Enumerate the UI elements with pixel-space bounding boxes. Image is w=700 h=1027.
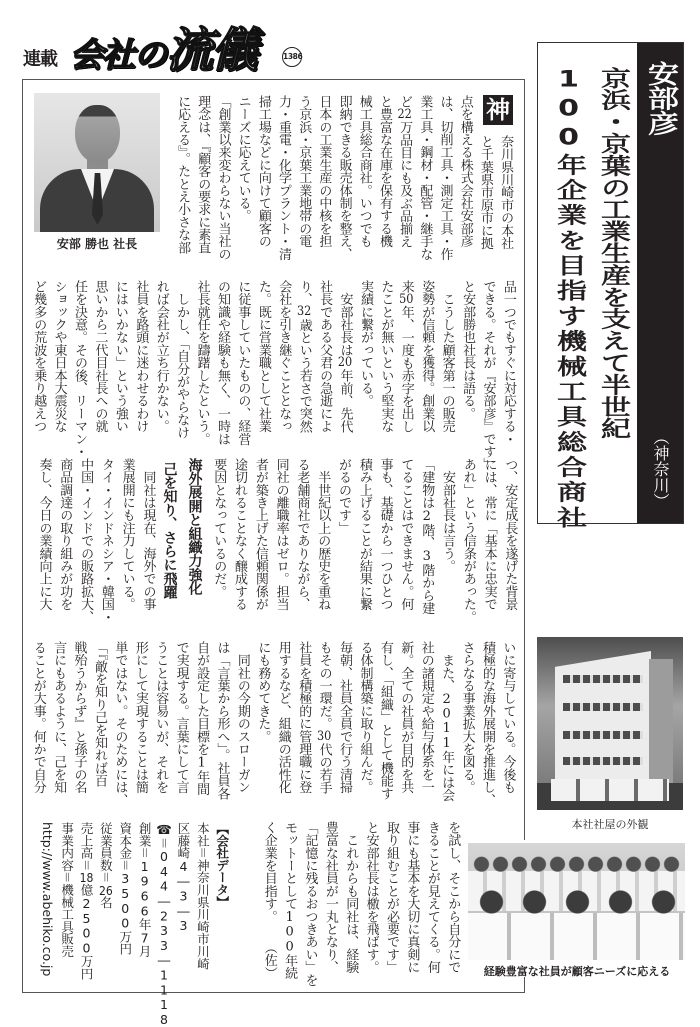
article-column: の知識や経験も無く、一時は [215, 280, 230, 446]
company-address-line-1: 本社＝神奈川県川崎市川崎 [195, 822, 211, 970]
article-column: 積み上げることが結果に繋 [356, 458, 372, 611]
article-column: た。既に営業職として社業 [255, 280, 271, 433]
article-column: つ、安定成長を遂げた背景 [502, 458, 518, 611]
article-column: 同社の離職率はゼロ。担当 [273, 458, 289, 611]
article-block-4 [27, 641, 517, 807]
article-block-3 [33, 458, 520, 624]
article-column: 任を決意。その後、リーマン・ [72, 280, 88, 458]
article-column: 積極的な海外展開を推進し、 [479, 641, 495, 807]
company-address-line-2: 区藤崎4―3―3 [175, 822, 191, 933]
article-column: と千葉県市原市に拠 [477, 135, 493, 250]
article-column: る老舗商社でありながら、 [294, 458, 310, 611]
article-column: 社員を路頭に迷わせるわけ [133, 280, 149, 433]
company-data [38, 822, 232, 1027]
article-column: 来50年、一度も赤字を出し [398, 280, 414, 433]
headline-main: 京浜・京葉の工業生産を支えて半世紀 [595, 67, 630, 440]
article-column: しかし、「自分がやらなけ [174, 280, 190, 439]
article-column: 同社は現在、海外での事 [140, 458, 156, 611]
article-column: これからも同社は、経験 [343, 821, 359, 974]
article-column [258, 821, 278, 979]
article-column: 自が設定した目標を1年間 [194, 641, 210, 796]
article-column: と安部社長は檄を飛ばす。 [363, 821, 379, 974]
article-column: 社長就任を躊躇したという。 [194, 280, 210, 446]
article-column: もその一環だ。30代の若手 [316, 641, 332, 794]
article-column: 商品調達の取り組みが功を [57, 458, 73, 611]
article-column: 有し、「組織」として機能す [377, 641, 393, 800]
series-title-part-2: 流儀 [166, 23, 256, 78]
building-window-row [563, 757, 643, 765]
article-column: 毎朝、社員全員で行う清掃 [337, 641, 353, 794]
article-column: ど幾多の荒波を乗り越えつ [31, 280, 47, 433]
article-column: また、2011年には会 [439, 641, 455, 802]
article-column: 姿勢が信頼を獲得。創業以 [419, 280, 435, 433]
series-title-part-1: 会社の [70, 35, 166, 74]
article-column: 取り組むことが必要です」 [384, 821, 400, 974]
building-photo [537, 637, 683, 810]
article-column: 力・重電・化学プラント・清 [276, 95, 292, 261]
article-column: ど22万品目にも及ぶ品揃え [397, 95, 413, 248]
article-column: 即納できる販売体制を整え、 [336, 95, 352, 261]
article-column: さらなる事業拡大を図る。 [459, 641, 475, 794]
article-column: 社員を積極的に管理職に登 [296, 641, 312, 794]
article-column: に応える』。たとえ小さな部 [175, 95, 191, 254]
staff-back-row-heads [472, 851, 682, 875]
company-data-heading: 【会社データ】 [214, 822, 230, 909]
article-block-2 [28, 280, 518, 471]
staff-front-row-bodies [468, 913, 685, 960]
article-column: 実績に繋がっている。 [357, 280, 373, 408]
phone-icon: ☎ [156, 822, 172, 837]
subheading-line-1: 海外展開と組織力強化 [186, 458, 203, 596]
article-column: 形にして実現することは簡 [132, 641, 148, 794]
article-column: うことは容易いが、それを [153, 641, 169, 794]
article-column: う京浜・京葉工業地帯の電 [296, 95, 312, 248]
article-column: にはいかない」という強い [112, 280, 128, 433]
article-column: 奏し、今日の業績向上に大 [36, 458, 52, 611]
article-column: 事にも基本を大切に真剣に [404, 821, 420, 974]
article-block-1 [172, 95, 515, 261]
article-column: 事も、基礎から一つひとつ [377, 458, 393, 611]
article-column: 途切れることなく醸成する [232, 458, 248, 611]
article-column: と豊富な在庫を保有する機 [376, 95, 392, 248]
president-photo [34, 93, 160, 232]
article-column: は「言葉から形へ」。社員各 [214, 641, 230, 800]
article-column: 安部社長は言う。 [440, 458, 456, 573]
subheading-line-2: 己を知り、さらに飛躍 [161, 462, 178, 600]
article-column: 同社の今期のスローガン [234, 641, 250, 794]
article-block-5 [258, 821, 462, 987]
title-box [537, 42, 684, 532]
article-column: 理念は、『顧客の要求に素直 [195, 95, 211, 254]
article-column: 会社を引き継ぐこととなっ [276, 280, 292, 433]
article-column: 日本の工業生産の中核を担 [316, 95, 332, 248]
article-column: 豊富な社員が一丸となり、 [322, 821, 338, 974]
article-column: に従事していたものの、経営 [235, 280, 251, 446]
company-phone [154, 822, 173, 1027]
article-column: 用するなど、組織の活性化 [275, 641, 291, 794]
article-text: く企業を目指す。 [261, 821, 277, 923]
building-side-shape [649, 659, 673, 783]
region-label: （神奈川） [651, 429, 670, 509]
article-column: きることが見えてくる。何 [424, 821, 440, 974]
company-name-band [637, 43, 683, 523]
staff-front-row-heads [470, 887, 684, 917]
article-column: 掃工場などに向けて顧客の [255, 95, 271, 248]
article-column: 言にもあるように、己を知 [51, 641, 67, 794]
article-column: 「創業以来変わらない当社の [215, 95, 231, 261]
company-capital: 資本金＝3500万円 [117, 822, 133, 956]
article-column: 奈川県川崎市の本社 [498, 135, 514, 250]
series-label: 連載 [23, 49, 57, 70]
company-url: http://www.abehiko.co.jp [40, 822, 56, 977]
article-column: 思いから二代目社長への就 [92, 280, 108, 433]
article-column: ることが大事。何かで自分 [30, 641, 46, 794]
article-column: 「『敵を知り己を知れば百 [91, 641, 107, 787]
article-column: てることはできません。何 [398, 458, 414, 611]
article-column: る体制構築に取り組んだ。 [357, 641, 373, 794]
article-column: は、切削工具・測定工具・作 [437, 95, 453, 261]
series-title [70, 23, 256, 78]
article-column: タイ・インドネシア・韓国・ [98, 458, 114, 624]
byline: （佐） [261, 940, 277, 979]
article-column: いに寄与している。今後も [500, 641, 516, 794]
article-column: できる。それが『安部彦』です」 [480, 280, 496, 471]
article-column: 社の諸規定や給与体系を一 [418, 641, 434, 794]
article-column: あれ」という信条があった。 [460, 458, 476, 624]
staff-photo-caption: 経験豊富な社員が顧客ニーズに応える [483, 965, 671, 978]
building-trucks-shape [551, 779, 669, 801]
staff-photo [468, 843, 685, 960]
article-column: れば会社が立ち行かない。 [153, 280, 169, 433]
company-founded: 創業＝1966年7月 [137, 822, 153, 958]
article-column: 半世紀以上の歴史を重ね [315, 458, 331, 611]
headline-sub: 100年企業を目指す機械工具総合商社 [551, 67, 586, 532]
issue-number-badge: 1386 [282, 47, 302, 67]
article-column: 中国・インドでの販路拡大、 [78, 458, 94, 624]
building-photo-caption: 本社社屋の外観 [571, 818, 649, 831]
article-column: がるのです」 [336, 458, 352, 535]
article-column: 業展開にも注力している。 [119, 458, 135, 611]
article-column: を試し、そこから自分にで [445, 821, 461, 974]
article-column: 者が築き上げた信頼関係が [252, 458, 268, 611]
article-column: 品一つでもすぐに対応する・ [500, 280, 516, 446]
article-column: たことが無いという堅実な [378, 280, 394, 433]
article-column: 要因となっているのだ。 [211, 458, 227, 598]
building-window-row [563, 675, 643, 683]
photo-head-shape [75, 105, 120, 163]
article-column: 械工具総合商社。いつでも [356, 95, 372, 248]
building-window-row [563, 731, 643, 739]
article-column: 「建物は2階、3階から建 [419, 458, 435, 615]
company-business: 事業内容＝機械工具販売 [59, 822, 75, 958]
article-column: り、32歳という若さで突然 [296, 280, 312, 433]
president-photo-caption: 安部 勝也 社長 [56, 237, 138, 251]
article-column: 「記憶に残るおつきあい」を [302, 821, 318, 987]
article-column: 戦殆うからず』と孫子の名 [71, 641, 87, 794]
article-column: には、常に「基本に忠実で [481, 458, 497, 611]
article-column: 単ではない。そのためには、 [112, 641, 128, 807]
company-sales: 売上高＝18億2500万円 [78, 822, 94, 980]
company-employees: 従業員数＝26名 [98, 822, 114, 909]
article-column: 点を構える株式会社安部彦 [457, 95, 473, 248]
article-column: 社長である父君の急逝によ [317, 280, 333, 433]
company-name: 安部彦 [642, 61, 678, 136]
article-column: 業工具・鋼材・配管・継手な [417, 95, 433, 261]
article-column: ニーズに応えている。 [235, 95, 251, 223]
article-column: ショックや東日本大震災な [51, 280, 67, 433]
drop-cap: 神 [483, 95, 513, 125]
company-phone-number: ＝044―233―1118 [156, 836, 172, 1027]
article-column: こうした顧客第一の販売 [439, 280, 455, 433]
article-column: にも務めてきた。 [255, 641, 271, 743]
article-column: 安部社長は20年前、先代 [337, 280, 353, 433]
article-column: モットーとして100年続 [282, 821, 298, 980]
article-column: と安部勝也社長は語る。 [460, 280, 476, 420]
article-column: で実現する。言葉にして言 [173, 641, 189, 794]
article-column: 新。全ての社員が目的を共 [398, 641, 414, 794]
building-window-row [563, 703, 643, 711]
